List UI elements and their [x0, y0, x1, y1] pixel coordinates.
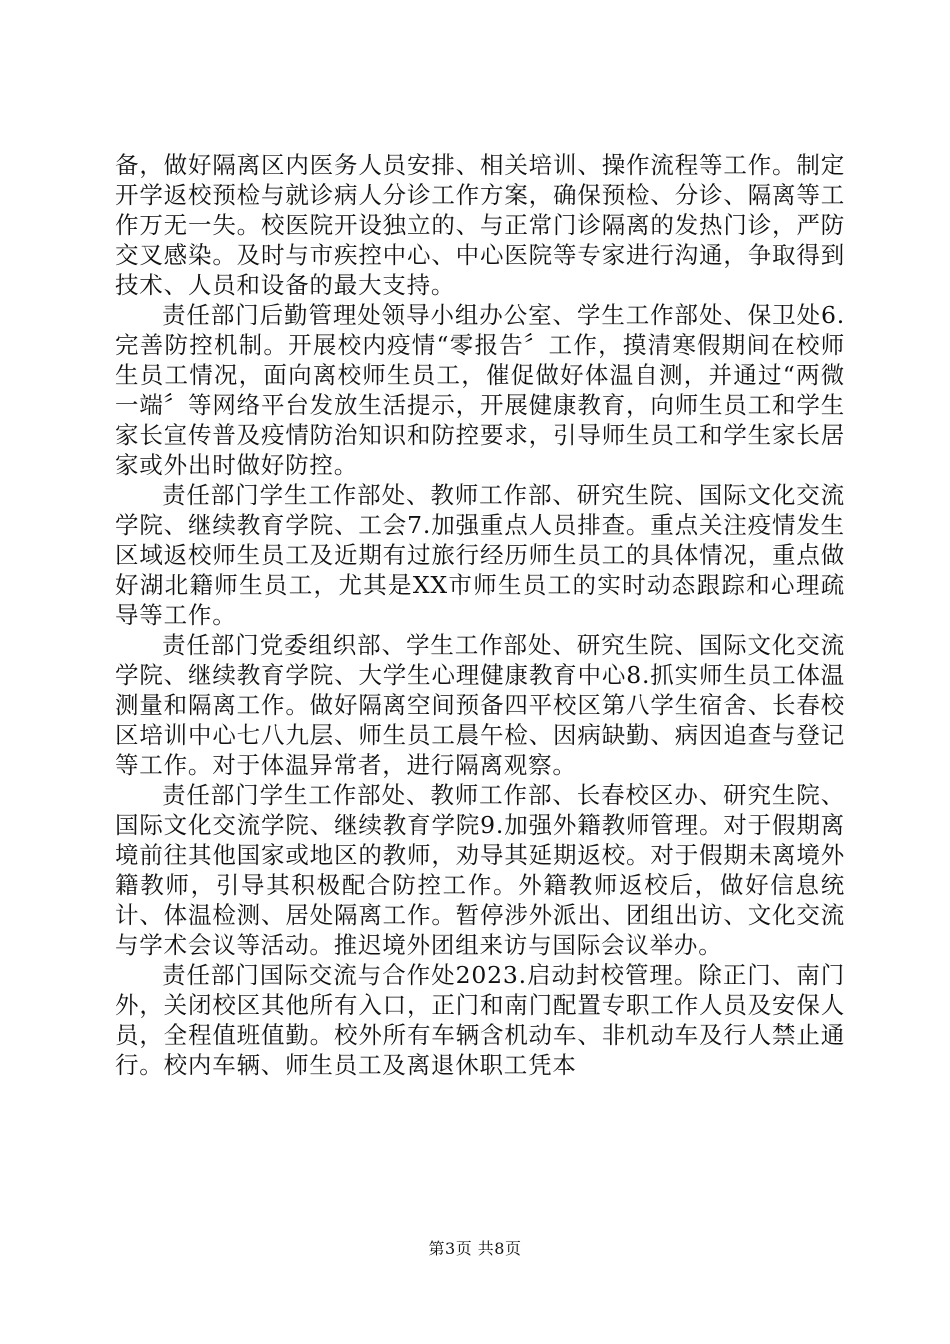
paragraph-3: 责任部门学生工作部处、教师工作部、研究生院、国际文化交流学院、继续教育学院、工会7.加强重点人员排查。重点关注疫情发生区域返校师生员工及近期有过旅行经历师生员工的具体情况，重点做好湖北籍师生员工，尤其是XX市师生员工的实时动态跟踪和心理疏导等工作。 [115, 481, 845, 629]
paragraph-6: 责任部门国际交流与合作处2023.启动封校管理。除正门、南门外，关闭校区其他所有入口，正门和南门配置专职工作人员及安保人员，全程值班值勤。校外所有车辆含机动车、非机动车及行人禁止通行。校内车辆、师生员工及离退休职工凭本 [115, 961, 845, 1079]
document-body [115, 150, 845, 1080]
page-footer: 第3页 共8页 [428, 1239, 522, 1258]
paragraph-2: 责任部门后勤管理处领导小组办公室、学生工作部处、保卫处6.完善防控机制。开展校内疫情“零报告〞工作，摸清寒假期间在校师生员工情况，面向离校师生员工，催促做好体温自测，并通过“两微一端〞等网络平台发放生活提示，开展健康教育，向师生员工和学生家长宣传普及疫情防治知识和防控要求，引导师生员工和学生家长居家或外出时做好防控。 [115, 301, 845, 479]
paragraph-4: 责任部门党委组织部、学生工作部处、研究生院、国际文化交流学院、继续教育学院、大学生心理健康教育中心8.抓实师生员工体温测量和隔离工作。做好隔离空间预备四平校区第八学生宿舍、长春校区培训中心七八九层、师生员工晨午检、因病缺勤、病因追查与登记等工作。对于体温异常者，进行隔离观察。 [115, 631, 845, 779]
paragraph-5: 责任部门学生工作部处、教师工作部、长春校区办、研究生院、国际文化交流学院、继续教育学院9.加强外籍教师管理。对于假期离境前往其他国家或地区的教师，劝导其延期返校。对于假期未离境外籍教师，引导其积极配合防控工作。外籍教师返校后，做好信息统计、体温检测、居处隔离工作。暂停涉外派出、团组出访、文化交流与学术会议等活动。推迟境外团组来访与国际会议举办。 [115, 781, 845, 959]
paragraph-1: 备，做好隔离区内医务人员安排、相关培训、操作流程等工作。制定开学返校预检与就诊病人分诊工作方案，确保预检、分诊、隔离等工作万无一失。校医院开设独立的、与正常门诊隔离的发热门诊，严防交叉感染。及时与市疾控中心、中心医院等专家进行沟通，争取得到技术、人员和设备的最大支持。 [115, 151, 845, 299]
